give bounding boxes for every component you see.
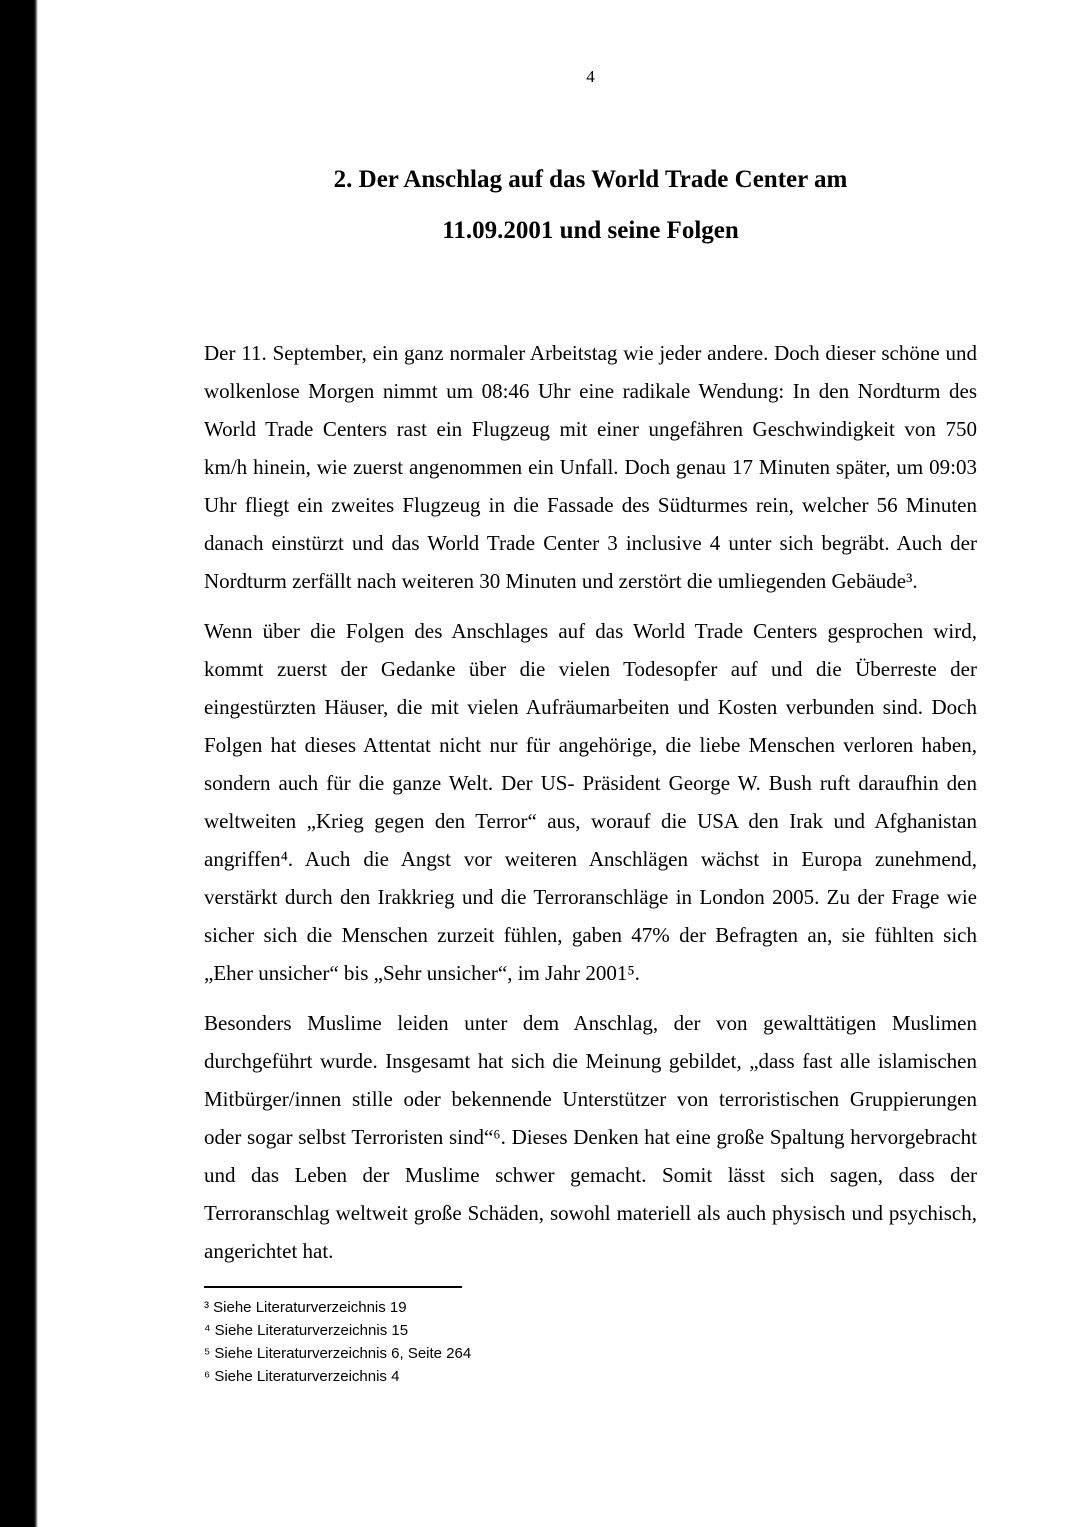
- footnotes-block: [204, 1296, 977, 1388]
- section-heading-line1: 2. Der Anschlag auf das World Trade Center am: [333, 166, 848, 193]
- footnote-separator: [204, 1286, 462, 1288]
- footnote-3: ³ Siehe Literaturverzeichnis 19: [204, 1299, 407, 1316]
- paragraph-consequences: Wenn über die Folgen des Anschlages auf das World Trade Centers gesprochen wird, kommt zuerst der Gedanke über die vielen Todesopfer auf und die Überreste der eingestürzten Häuser, die mit vielen Aufräumarbeiten und Kosten verbunden sind. Doch Folgen hat dieses Attentat nicht nur für angehörige, die liebe Menschen verloren haben, sondern auch für die ganze Welt. Der US- Präsident George W. Bush ruft daraufhin den weltweiten „Krieg gegen den Terror“ aus, worauf die USA den Irak und Afghanistan angriffen⁴. Auch die Angst vor weiteren Anschlägen wächst in Europa zunehmend, verstärkt durch den Irakkrieg und die Terroranschläge in London 2005. Zu der Frage wie sicher sich die Menschen zurzeit fühlen, gaben 47% der Befragten an, sie fühlten sich „Eher unsicher“ bis „Sehr unsicher“, im Jahr 2001⁵.: [204, 619, 977, 985]
- footnote-6: ⁶ Siehe Literaturverzeichnis 4: [204, 1368, 400, 1385]
- scan-edge: [0, 0, 38, 1527]
- page-content: [204, 0, 977, 1388]
- section-heading: [204, 154, 977, 256]
- footnote-4: ⁴ Siehe Literaturverzeichnis 15: [204, 1322, 409, 1339]
- document-page: [38, 0, 1080, 1527]
- paragraph-muslims: Besonders Muslime leiden unter dem Anschlag, der von gewalttätigen Muslimen durchgeführt wurde. Insgesamt hat sich die Meinung gebildet, „dass fast alle islamischen Mitbürger/innen stille oder bekennende Unterstützer von terroristischen Gruppierungen oder sogar selbst Terroristen sind“⁶. Dieses Denken hat eine große Spaltung hervorgebracht und das Leben der Muslime schwer gemacht. Somit lässt sich sagen, dass der Terroranschlag weltweit große Schäden, sowohl materiell als auch physisch und psychisch, angerichtet hat.: [204, 1011, 977, 1263]
- page-number: 4: [586, 67, 595, 86]
- paragraph-attack-description: Der 11. September, ein ganz normaler Arbeitstag wie jeder andere. Doch dieser schöne und wolkenlose Morgen nimmt um 08:46 Uhr eine radikale Wendung: In den Nordturm des World Trade Centers rast ein Flugzeug mit einer ungefähren Geschwindigkeit von 750 km/h hinein, wie zuerst angenommen ein Unfall. Doch genau 17 Minuten später, um 09:03 Uhr fliegt ein zweites Flugzeug in die Fassade des Südturmes rein, welcher 56 Minuten danach einstürzt und das World Trade Center 3 inclusive 4 unter sich begräbt. Auch der Nordturm zerfällt nach weiteren 30 Minuten und zerstört die umliegenden Gebäude³.: [204, 341, 977, 593]
- footnote-5: ⁵ Siehe Literaturverzeichnis 6, Seite 264: [204, 1345, 472, 1362]
- section-heading-line2: 11.09.2001 und seine Folgen: [442, 217, 739, 244]
